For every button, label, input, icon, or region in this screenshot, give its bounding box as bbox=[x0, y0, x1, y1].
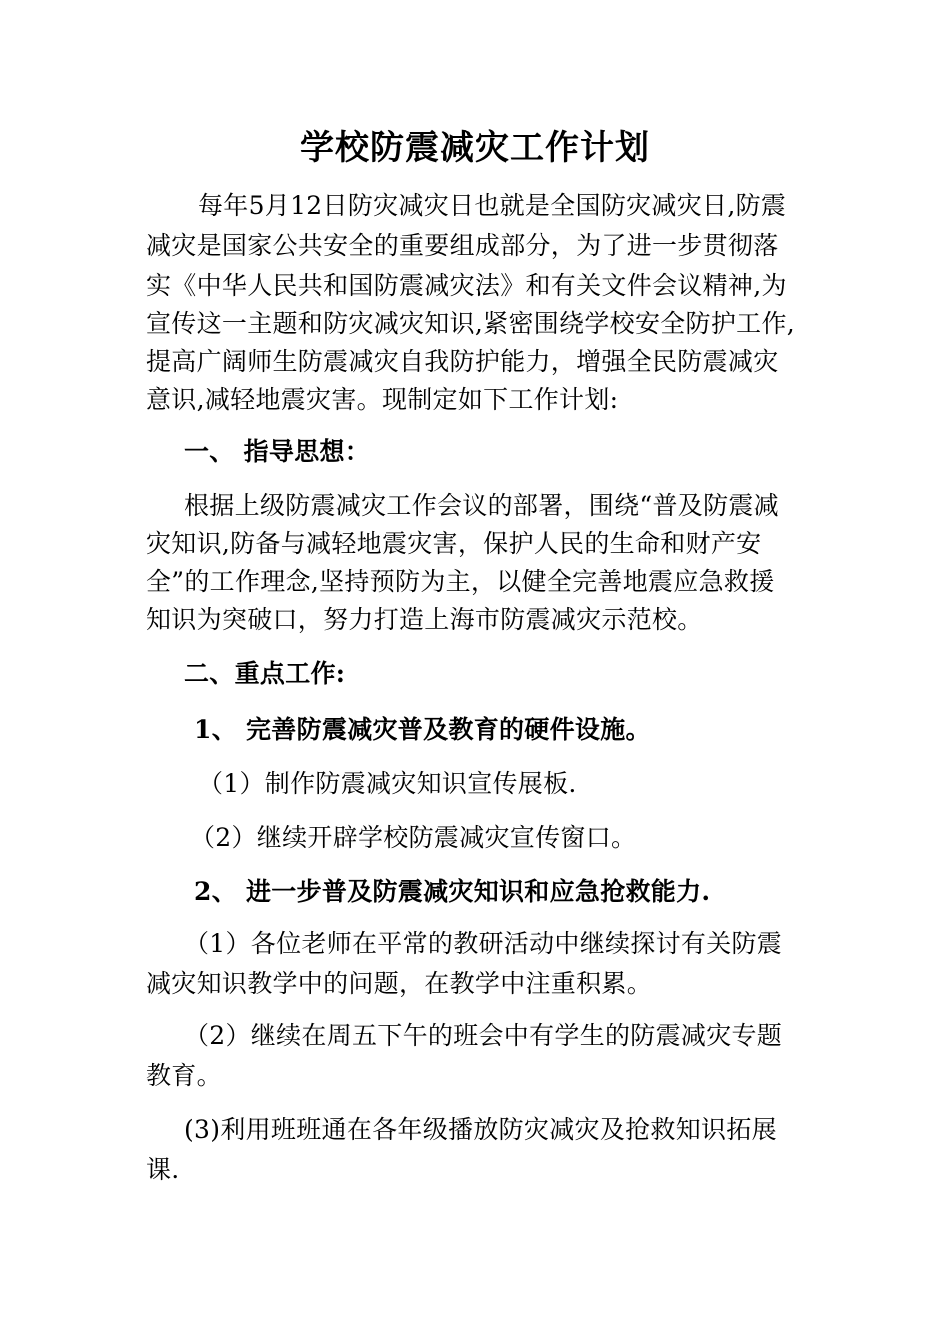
item1-sub1: （1）制作防震减灾知识宣传展板. bbox=[198, 769, 577, 798]
item1-heading: 1、 完善防震减灾普及教育的硬件设施。 bbox=[194, 715, 651, 744]
intro-line-1: 每年5月12日防灾减灾日也就是全国防灾减灾日,防震 bbox=[198, 191, 787, 220]
section2-heading: 二、重点工作: bbox=[184, 659, 346, 688]
item1-sub2: （2）继续开辟学校防震减灾宣传窗口。 bbox=[190, 823, 637, 852]
section1-line-4: 知识为突破口，努力打造上海市防震减灾示范校。 bbox=[146, 605, 703, 634]
section1-line-2: 灾知识,防备与减轻地震灾害，保护人民的生命和财产安 bbox=[146, 529, 762, 558]
item2-sub1-line-2: 减灾知识教学中的问题，在教学中注重积累。 bbox=[146, 969, 653, 998]
item2-sub3-line-2: 课. bbox=[146, 1155, 180, 1184]
item2-sub2-line-2: 教育。 bbox=[146, 1061, 222, 1090]
item2-sub3-line-1: (3)利用班班通在各年级播放防灾减灾及抢救知识拓展 bbox=[184, 1115, 777, 1144]
item2-sub1-line-1: （1）各位老师在平常的教研活动中继续探讨有关防震 bbox=[184, 929, 783, 958]
intro-line-2: 减灾是国家公共安全的重要组成部分，为了进一步贯彻落 bbox=[146, 231, 779, 260]
intro-line-4: 宣传这一主题和防灾减灾知识,紧密围绕学校安全防护工作, bbox=[146, 309, 795, 338]
item2-heading: 2、 进一步普及防震减灾知识和应急抢救能力. bbox=[194, 877, 711, 906]
section1-line-1: 根据上级防震减灾工作会议的部署，围绕“普及防震减 bbox=[184, 491, 779, 520]
intro-line-3: 实《中华人民共和国防震减灾法》和有关文件会议精神,为 bbox=[146, 271, 787, 300]
section1-line-3: 全”的工作理念,坚持预防为主，以健全完善地震应急救援 bbox=[146, 567, 775, 596]
intro-line-6: 意识,减轻地震灾害。现制定如下工作计划: bbox=[146, 385, 619, 414]
intro-line-5: 提高广阔师生防震减灾自我防护能力，增强全民防震减灾 bbox=[146, 347, 779, 376]
section1-heading: 一、 指导思想： bbox=[184, 437, 371, 466]
document-title: 学校防震减灾工作计划 bbox=[300, 128, 650, 168]
item2-sub2-line-1: （2）继续在周五下午的班会中有学生的防震减灾专题 bbox=[184, 1021, 783, 1050]
